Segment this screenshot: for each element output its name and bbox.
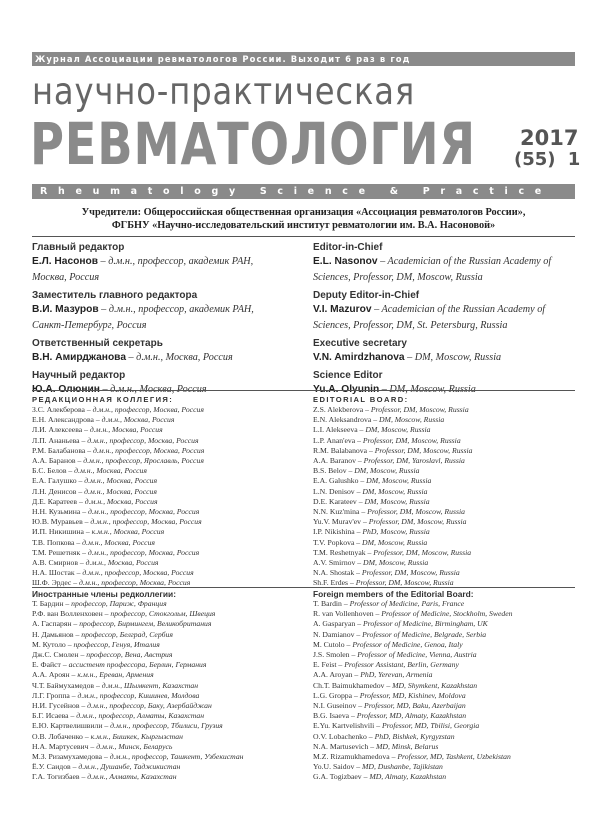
member-row xyxy=(32,660,294,670)
member-name: Z.S. Alekberova xyxy=(313,405,364,414)
member-row xyxy=(32,619,294,629)
editor-name: V.N. Amirdzhanova xyxy=(313,352,405,363)
member-name: A.V. Smirnov xyxy=(313,558,356,568)
member-details: – Professor, DM, Moscow, Russia xyxy=(348,578,454,588)
member-name: М.З. Ризамухамедова xyxy=(32,752,103,762)
member-details: – MD, Dushanbe, Tajikistan xyxy=(354,762,443,772)
member-details: – DM, Moscow, Russia xyxy=(358,476,432,486)
editor-block xyxy=(32,289,294,334)
member-details: – Professor, MD, Almaty, Kazakhstan xyxy=(349,711,467,721)
member-name: Б.Г. Исаева xyxy=(32,711,69,721)
founders xyxy=(32,206,575,232)
member-row xyxy=(32,405,294,415)
divider-low xyxy=(32,587,575,588)
member-name: А.В. Смирнов xyxy=(32,558,78,568)
member-name: О.В. Лобаченко xyxy=(32,731,83,741)
member-row xyxy=(313,456,575,466)
member-details: – д.м.н., Душанбе, Таджикистан xyxy=(70,762,181,772)
editor-block xyxy=(32,337,294,366)
member-details: – д.м.н., профессор, Ташкент, Узбекистан xyxy=(102,752,244,762)
member-details: – д.м.н., Москва, Россия xyxy=(74,537,155,547)
member-row xyxy=(313,466,575,476)
member-name: I.P. Nikishina xyxy=(313,527,355,537)
member-details: – к.м.н., Ереван, Армения xyxy=(69,670,154,680)
member-row xyxy=(32,466,294,476)
editor-block xyxy=(313,289,575,334)
member-name: N.I. Guseinov xyxy=(313,701,357,711)
member-details: – PhD, Bishkek, Kyrgyzstan xyxy=(366,731,455,741)
member-name: Ш.Ф. Эрдес xyxy=(32,578,72,588)
member-name: E.Yu. Kartvelishvili xyxy=(313,721,375,731)
editor-role: Science Editor xyxy=(313,370,383,381)
member-details: – профессор, Бирмингем, Великобритания xyxy=(71,619,212,629)
member-details: – Professor, DM, Yaroslavl, Russia xyxy=(355,456,465,466)
member-row xyxy=(313,415,575,425)
member-name: Д.Е. Каратеев xyxy=(32,496,78,506)
journal-info-band xyxy=(32,52,575,66)
member-row xyxy=(32,609,294,619)
issue-no: 1 xyxy=(567,149,581,170)
member-row xyxy=(313,507,575,517)
member-row xyxy=(313,548,575,558)
member-row xyxy=(32,538,294,548)
divider-top xyxy=(32,236,575,237)
member-row xyxy=(313,476,575,486)
member-details: – к.м.н., Москва, Россия xyxy=(83,527,165,537)
member-details: – Professor, DM, Moscow, Russia xyxy=(361,517,467,527)
member-details: – Professor of Medicine, Paris, France xyxy=(341,599,465,608)
editor-name: В.И. Мазуров xyxy=(32,304,99,315)
member-details: – DM, Moscow, Russia xyxy=(355,558,429,568)
editor-details: – д.м.н., профессор, академик РАН, xyxy=(98,304,254,315)
member-details: – д.м.н., профессор, Ярославль, Россия xyxy=(75,456,204,466)
member-name: Л.И. Алексеева xyxy=(32,425,83,435)
editor-details: – DM, Moscow, Russia xyxy=(404,352,502,363)
member-details: – DM, Moscow, Russia xyxy=(356,496,430,506)
member-row xyxy=(313,568,575,578)
member-row xyxy=(313,640,575,650)
member-name: Е. Файст xyxy=(32,660,61,670)
member-details: – д.м.н., профессор, Москва, Россия xyxy=(85,445,205,455)
member-row xyxy=(313,599,575,609)
member-details: – профессор, Вена, Австрия xyxy=(78,650,173,660)
editor-details-2: Санкт-Петербург, Россия xyxy=(32,320,147,331)
editor-block xyxy=(313,369,575,398)
member-row xyxy=(313,711,575,721)
member-row xyxy=(32,732,294,742)
member-details: – д.м.н., профессор, Алматы, Казахстан xyxy=(68,711,205,721)
member-name: Р.М. Балабанова xyxy=(32,445,86,455)
member-name: Н.А. Шостак xyxy=(32,568,75,578)
member-details: – DM, Moscow, Russia xyxy=(346,466,420,476)
member-details: – ассистент профессора, Берлин, Германия xyxy=(60,660,207,670)
member-row xyxy=(313,701,575,711)
member-row xyxy=(313,650,575,660)
english-title-band xyxy=(32,184,575,199)
member-row xyxy=(313,691,575,701)
editor-line xyxy=(32,254,294,270)
member-row xyxy=(32,436,294,446)
member-details: – д.м.н., профессор, Кишинев, Молдова xyxy=(69,690,200,700)
member-details: – д.м.н., Алматы, Казахстан xyxy=(79,772,177,782)
member-details: – MD, Almaty, Kazakhstan xyxy=(361,772,447,782)
editor-details: – Academician of the Russian Academy of xyxy=(377,256,552,267)
member-details: – Professor, DM, Moscow, Russia xyxy=(365,547,472,557)
member-name: Р.Ф. ван Волленховен xyxy=(32,609,103,619)
member-details: – Professor of Medicine, Belgrade, Serbia xyxy=(354,629,487,639)
member-row xyxy=(32,701,294,711)
issue-total: (55) xyxy=(514,149,556,170)
member-row xyxy=(32,630,294,640)
founders-line-2: ФГБНУ «Научно-исследовательский институт ревматологии им. В.А. Насоновой» xyxy=(111,220,496,231)
member-name: L.I. Alekseeva xyxy=(313,425,358,435)
editor-role: Ответственный секретарь xyxy=(32,338,163,349)
member-name: З.С. Алекберова xyxy=(32,405,85,414)
editor-role: Заместитель главного редактора xyxy=(32,290,198,301)
member-name: Yo.U. Saidov xyxy=(313,762,355,772)
member-name: N.N. Kuz'mina xyxy=(313,507,360,517)
member-name: M.Z. Rizamukhamedova xyxy=(313,752,390,762)
member-name: L.N. Denisov xyxy=(313,486,355,496)
editor-details-2: Москва, Россия xyxy=(32,272,100,283)
member-row xyxy=(313,681,575,691)
member-name: D.E. Karateev xyxy=(313,496,357,506)
editor-block xyxy=(313,337,575,366)
member-row xyxy=(32,772,294,782)
member-details: – д.м.н., профессор, Москва, Россия xyxy=(84,405,204,414)
member-name: Н.Н. Кузьмина xyxy=(32,507,81,517)
member-details: – DM, Moscow, Russia xyxy=(354,486,428,496)
editors-ru xyxy=(32,241,294,401)
editor-block xyxy=(32,241,294,286)
editor-details-2: Sciences, Professor, DM, Moscow, Russia xyxy=(313,272,483,283)
member-name: J.S. Smolen xyxy=(313,650,350,660)
member-details: – д.м.н., профессор, Москва, Россия xyxy=(71,578,191,588)
member-row xyxy=(32,568,294,578)
member-name: L.P. Anan'eva xyxy=(313,435,356,445)
member-name: Е.А. Галушко xyxy=(32,476,77,486)
editor-name: Е.Л. Насонов xyxy=(32,256,98,267)
member-row xyxy=(32,548,294,558)
member-row xyxy=(32,446,294,456)
member-name: Л.П. Ананьева xyxy=(32,435,80,445)
member-row xyxy=(313,660,575,670)
member-details: – профессор, Стокгольм, Швеция xyxy=(102,609,216,619)
member-details: – DM, Moscow, Russia xyxy=(371,415,445,425)
member-row xyxy=(313,772,575,782)
member-name: Е.Ю. Картвелишвили xyxy=(32,721,103,731)
member-details: – Professor, MD, Kishinev, Moldova xyxy=(352,690,466,700)
member-details: – Professor of Medicine, Genoa, Italy xyxy=(344,639,463,649)
member-name: N.A. Shostak xyxy=(313,568,355,578)
member-row xyxy=(313,436,575,446)
editor-name: В.Н. Амирджанова xyxy=(32,352,126,363)
title-main: РЕВМАТОЛОГИЯ xyxy=(30,110,476,178)
member-details: – PhD, Moscow, Russia xyxy=(354,527,430,537)
member-details: – д.м.н., профессор, Москва, Россия xyxy=(74,568,194,578)
member-name: Ё.У. Саидов xyxy=(32,762,71,772)
member-details: – д.м.н., профессор, Москва, Россия xyxy=(79,435,199,445)
editor-details: – д.м.н., профессор, академик РАН, xyxy=(98,256,254,267)
member-row xyxy=(313,527,575,537)
founders-line-1: Учредители: Общероссийская общественная организация «Ассоциация ревматологов России», xyxy=(81,207,526,218)
member-name: Т.М. Решетняк xyxy=(32,547,81,557)
member-row xyxy=(313,517,575,527)
member-details: – д.м.н., Москва, Россия xyxy=(76,476,158,486)
member-details: – д.м.н., профессор, Москва, Россия xyxy=(80,507,200,517)
editor-details: – DM, Moscow, Russia xyxy=(379,384,476,395)
member-row xyxy=(32,497,294,507)
member-row xyxy=(32,721,294,731)
member-row xyxy=(32,670,294,680)
issue-number xyxy=(514,149,580,171)
board-en xyxy=(313,395,575,589)
member-row xyxy=(32,415,294,425)
member-row xyxy=(32,691,294,701)
editor-role: Главный редактор xyxy=(32,242,125,253)
member-details: – Professor Assistant, Berlin, Germany xyxy=(336,660,459,670)
member-name: T. Bardin xyxy=(313,599,342,608)
member-name: A. Gasparyan xyxy=(313,619,356,629)
member-details: – д.м.н., Москва, Россия xyxy=(82,425,163,435)
member-row xyxy=(313,609,575,619)
editor-details: – д.м.н., Москва, Россия xyxy=(125,352,233,363)
member-name: G.A. Togizbaev xyxy=(313,772,362,782)
editor-block xyxy=(313,241,575,286)
member-name: E. Feist xyxy=(313,660,337,670)
member-name: Sh.F. Erdes xyxy=(313,578,349,588)
member-name: Е.Н. Александрова xyxy=(32,415,94,425)
member-name: T.V. Popkova xyxy=(313,537,355,547)
member-name: B.G. Isaeva xyxy=(313,711,350,721)
foreign-ru-heading: Иностранные члены редколлегии: xyxy=(32,589,176,599)
member-name: N. Damianov xyxy=(313,629,355,639)
year: 2017 xyxy=(520,126,579,150)
member-name: Л.Н. Денисов xyxy=(32,486,77,496)
member-details: – д.м.н., профессор, Москва, Россия xyxy=(80,547,200,557)
member-details: – MD, Minsk, Belarus xyxy=(368,741,439,751)
foreign-en xyxy=(313,589,575,783)
member-name: N.A. Martusevich xyxy=(313,741,369,751)
member-row xyxy=(313,405,575,415)
member-details: – Professor, MD, Tashkent, Uzbekistan xyxy=(389,752,511,762)
member-row xyxy=(313,558,575,568)
board-ru xyxy=(32,395,294,589)
member-details: – профессор, Париж, Франция xyxy=(63,599,167,608)
member-details: – д.м.н., профессор, Баку, Азербайджан xyxy=(79,701,212,711)
member-name: Г.А. Тогизбаев xyxy=(32,772,80,782)
member-details: – д.м.н., Москва, Россия xyxy=(93,415,175,425)
member-name: Т.В. Попкова xyxy=(32,537,75,547)
member-name: B.S. Belov xyxy=(313,466,347,476)
member-name: Б.С. Белов xyxy=(32,466,67,476)
editor-name: Yu.A. Olyunin xyxy=(313,384,380,395)
member-row xyxy=(313,670,575,680)
editor-line xyxy=(32,350,294,366)
member-details: – д.м.н., Москва, Россия xyxy=(77,558,159,568)
member-name: Т. Бардин xyxy=(32,599,64,608)
member-name: Н. Дамьянов xyxy=(32,629,74,639)
editor-role: Editor-in-Chief xyxy=(313,242,383,253)
member-row xyxy=(313,497,575,507)
member-name: Н.И. Гусейнов xyxy=(32,701,80,711)
foreign-en-heading: Foreign members of the Editorial Board: xyxy=(313,589,474,599)
member-row xyxy=(32,711,294,721)
english-title: Rheumatology Science & Practice xyxy=(40,186,552,197)
member-name: А. Гаспарян xyxy=(32,619,72,629)
member-details: – д.м.н., Москва, Россия xyxy=(77,496,158,506)
member-details: – Professor, MD, Baku, Azerbaijan xyxy=(356,701,466,711)
board-en-heading: EDITORIAL BOARD: xyxy=(313,395,409,404)
member-name: А.А. Ароян xyxy=(32,670,70,680)
member-row xyxy=(32,681,294,691)
member-row xyxy=(313,732,575,742)
editor-role: Научный редактор xyxy=(32,370,126,381)
member-name: E.N. Aleksandrova xyxy=(313,415,372,425)
editor-details: – д.м.н., Москва, Россия xyxy=(99,384,207,395)
member-name: Ch.T. Baimukhamedov xyxy=(313,680,385,690)
member-row xyxy=(32,640,294,650)
member-row xyxy=(32,507,294,517)
member-row xyxy=(313,446,575,456)
member-details: – д.м.н., Москва, Россия xyxy=(66,466,147,476)
member-details: – Professor of Medicine, Birmingham, UK xyxy=(355,619,488,629)
editor-line xyxy=(313,254,575,270)
member-name: М. Кутоло xyxy=(32,639,66,649)
member-details: – профессор, Белград, Сербия xyxy=(73,629,173,639)
member-row xyxy=(32,527,294,537)
member-name: M. Cutolo xyxy=(313,639,345,649)
member-row xyxy=(313,538,575,548)
member-details: – Professor of Medicine, Vienna, Austria xyxy=(349,650,477,660)
member-row xyxy=(32,752,294,762)
member-details: – Professor of Medicine, Stockholm, Sweden xyxy=(373,609,513,619)
member-row xyxy=(32,558,294,568)
editor-role: Executive secretary xyxy=(313,338,407,349)
member-name: Л.Г. Гроппа xyxy=(32,690,70,700)
member-row xyxy=(32,762,294,772)
editor-details: – Academician of the Russian Academy of xyxy=(371,304,546,315)
member-name: O.V. Lobachenko xyxy=(313,731,367,741)
member-row xyxy=(313,752,575,762)
editor-line xyxy=(313,350,575,366)
board-ru-heading: РЕДАКЦИОННАЯ КОЛЛЕГИЯ: xyxy=(32,395,174,404)
member-details: – д.м.н., Шымкент, Казахстан xyxy=(94,680,199,690)
editor-line xyxy=(313,302,575,318)
member-details: – д.м.н., Москва, Россия xyxy=(76,486,157,496)
editor-name: E.L. Nasonov xyxy=(313,256,378,267)
member-name: Yu.V. Murav'ev xyxy=(313,517,362,527)
member-row xyxy=(313,425,575,435)
title-top: научно-практическая xyxy=(32,70,416,113)
member-row xyxy=(32,456,294,466)
member-row xyxy=(313,742,575,752)
member-row xyxy=(32,742,294,752)
member-name: Н.А. Мартусевич xyxy=(32,741,89,751)
member-details: – Professor, MD, Tbilisi, Georgia xyxy=(374,721,480,731)
member-name: L.G. Groppa xyxy=(313,690,353,700)
member-details: – д.м.н., профессор, Москва, Россия xyxy=(82,517,202,527)
member-name: И.П. Никишина xyxy=(32,527,84,537)
member-details: – Professor, DM, Moscow, Russia xyxy=(363,405,469,414)
member-name: A.A. Aroyan xyxy=(313,670,353,680)
editor-line xyxy=(32,302,294,318)
member-row xyxy=(32,476,294,486)
member-row xyxy=(313,487,575,497)
member-row xyxy=(313,721,575,731)
member-row xyxy=(32,599,294,609)
member-row xyxy=(313,762,575,772)
editor-role: Deputy Editor-in-Chief xyxy=(313,290,420,301)
member-details: – MD, Shymkent, Kazakhstan xyxy=(384,680,478,690)
member-name: R. van Vollenhoven xyxy=(313,609,374,619)
divider-mid xyxy=(32,390,575,391)
editor-block xyxy=(32,369,294,398)
member-details: – Professor, DM, Moscow, Russia xyxy=(359,507,465,517)
member-row xyxy=(32,650,294,660)
member-details: – Professor, DM, Moscow, Russia xyxy=(355,435,461,445)
member-details: – д.м.н., Минск, Беларусь xyxy=(88,741,173,751)
member-details: – д.м.н., профессор, Тбилиси, Грузия xyxy=(102,721,223,731)
member-name: Ю.В. Муравьев xyxy=(32,517,83,527)
editors-en xyxy=(313,241,575,401)
member-row xyxy=(32,425,294,435)
journal-info-text: Журнал Ассоциации ревматологов России. Выходит 6 раз в год xyxy=(35,54,411,64)
member-details: – PhD, Yerevan, Armenia xyxy=(352,670,433,680)
member-name: Ч.Т. Баймухамедов xyxy=(32,680,95,690)
member-row xyxy=(313,619,575,629)
member-details: – Professor, DM, Moscow, Russia xyxy=(367,445,473,455)
member-name: E.A. Galushko xyxy=(313,476,359,486)
member-row xyxy=(313,630,575,640)
member-details: – Professor, DM, Moscow, Russia xyxy=(354,568,460,578)
editor-name: V.I. Mazurov xyxy=(313,304,372,315)
member-details: – DM, Moscow, Russia xyxy=(354,537,428,547)
foreign-ru xyxy=(32,589,294,783)
editor-name: Ю.А. Олюнин xyxy=(32,384,100,395)
member-details: – профессор, Генуя, Италия xyxy=(65,639,160,649)
member-row xyxy=(32,487,294,497)
member-details: – DM, Moscow, Russia xyxy=(357,425,431,435)
member-name: Дж.С. Смолен xyxy=(32,650,79,660)
member-details: – к.м.н., Бишкек, Кыргызстан xyxy=(82,731,183,741)
member-name: R.M. Balabanova xyxy=(313,445,368,455)
member-name: А.А. Баранов xyxy=(32,456,76,466)
member-name: T.M. Reshetnyak xyxy=(313,547,366,557)
member-row xyxy=(32,517,294,527)
member-name: A.A. Baranov xyxy=(313,456,356,466)
editor-details-2: Sciences, Professor, DM, St. Petersburg, Russia xyxy=(313,320,508,331)
